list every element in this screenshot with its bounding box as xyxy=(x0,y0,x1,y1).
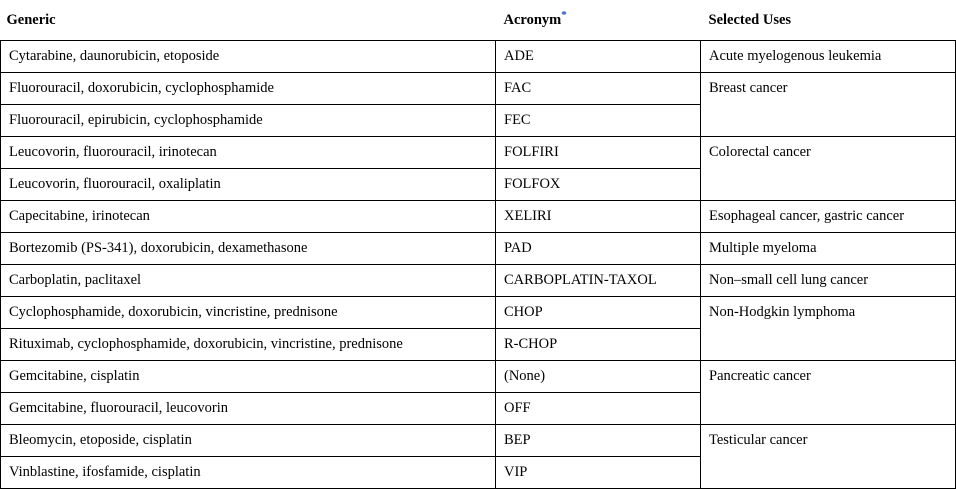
uses-cell: Colorectal cancer xyxy=(701,137,956,201)
acronym-cell: R-CHOP xyxy=(496,329,701,361)
acronym-cell: VIP xyxy=(496,457,701,489)
header-acronym-label: Acronym xyxy=(503,11,562,28)
uses-cell: Non-Hodgkin lymphoma xyxy=(701,297,956,361)
table-row xyxy=(1,233,956,265)
generic-cell: Capecitabine, irinotecan xyxy=(1,201,496,233)
acronym-cell: ADE xyxy=(496,41,701,73)
generic-cell: Gemcitabine, fluorouracil, leucovorin xyxy=(1,393,496,425)
acronym-cell: FAC xyxy=(496,73,701,105)
generic-cell: Leucovorin, fluorouracil, irinotecan xyxy=(1,137,496,169)
generic-cell: Bortezomib (PS-341), doxorubicin, dexamethasone xyxy=(1,233,496,265)
acronym-cell: BEP xyxy=(496,425,701,457)
acronym-cell: CHOP xyxy=(496,297,701,329)
generic-cell: Bleomycin, etoposide, cisplatin xyxy=(1,425,496,457)
header-generic: Generic xyxy=(6,11,56,28)
acronym-cell: PAD xyxy=(496,233,701,265)
header-uses: Selected Uses xyxy=(708,11,792,28)
acronym-cell: CARBOPLATIN-TAXOL xyxy=(496,265,701,297)
acronym-cell: FEC xyxy=(496,105,701,137)
header-acronym xyxy=(496,0,701,41)
uses-cell: Testicular cancer xyxy=(701,425,956,489)
uses-cell: Non–small cell lung cancer xyxy=(701,265,956,297)
table-row xyxy=(1,425,956,457)
generic-cell: Carboplatin, paclitaxel xyxy=(1,265,496,297)
generic-cell: Leucovorin, fluorouracil, oxaliplatin xyxy=(1,169,496,201)
acronym-cell: FOLFOX xyxy=(496,169,701,201)
table-row xyxy=(1,201,956,233)
acronym-cell: FOLFIRI xyxy=(496,137,701,169)
table-row xyxy=(1,361,956,393)
acronym-cell: XELIRI xyxy=(496,201,701,233)
generic-cell: Gemcitabine, cisplatin xyxy=(1,361,496,393)
table-row xyxy=(1,137,956,169)
generic-cell: Fluorouracil, epirubicin, cyclophosphamide xyxy=(1,105,496,137)
uses-cell: Multiple myeloma xyxy=(701,233,956,265)
generic-cell: Fluorouracil, doxorubicin, cyclophosphamide xyxy=(1,73,496,105)
header-row xyxy=(1,0,956,41)
acronym-cell: (None) xyxy=(496,361,701,393)
generic-cell: Cytarabine, daunorubicin, etoposide xyxy=(1,41,496,73)
footnote-marker[interactable]: * xyxy=(561,8,567,21)
acronym-cell: OFF xyxy=(496,393,701,425)
uses-cell: Acute myelogenous leukemia xyxy=(701,41,956,73)
generic-cell: Vinblastine, ifosfamide, cisplatin xyxy=(1,457,496,489)
table-row xyxy=(1,297,956,329)
uses-cell: Pancreatic cancer xyxy=(701,361,956,425)
generic-cell: Cyclophosphamide, doxorubicin, vincristine, prednisone xyxy=(1,297,496,329)
uses-cell: Esophageal cancer, gastric cancer xyxy=(701,201,956,233)
table-row xyxy=(1,73,956,105)
table-row xyxy=(1,265,956,297)
generic-cell: Rituximab, cyclophosphamide, doxorubicin, vincristine, prednisone xyxy=(1,329,496,361)
uses-cell: Breast cancer xyxy=(701,73,956,137)
table-row xyxy=(1,41,956,73)
